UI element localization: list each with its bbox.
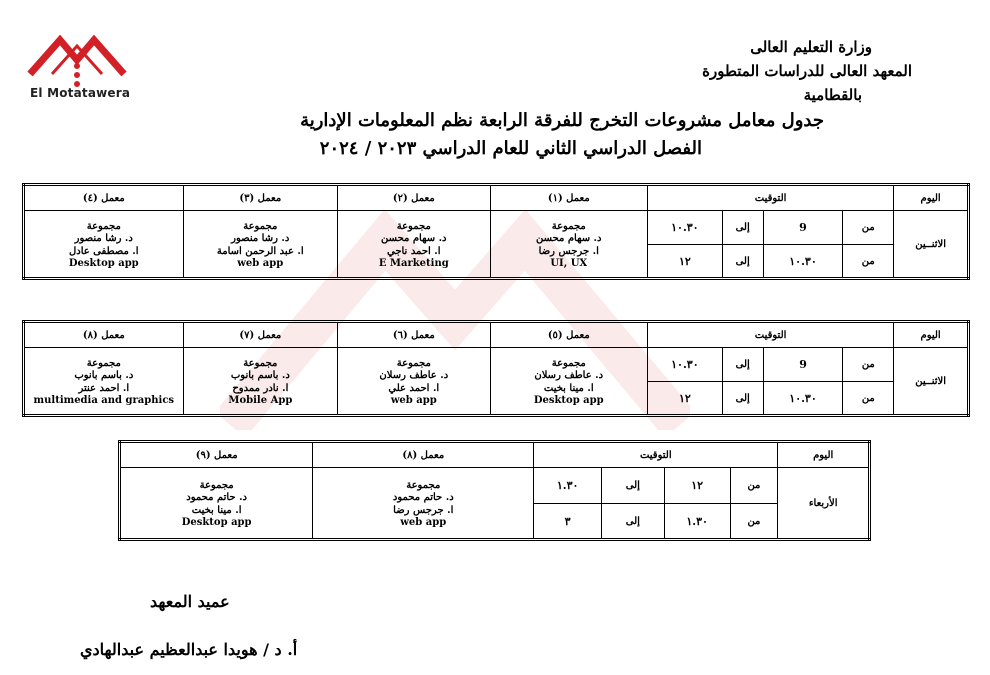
doctor-name: د. باسم بانوب — [74, 370, 134, 381]
table-row — [24, 211, 969, 245]
day-cell: الاثنــين — [894, 348, 969, 416]
time-from: ١٠.٣٠ — [763, 382, 843, 416]
group-label: مجموعة — [396, 357, 431, 369]
time-from: ١٢ — [664, 468, 730, 504]
lab-header: معمل (٥) — [490, 322, 647, 348]
from-label: من — [730, 468, 778, 504]
doctor-name: د. سهام محسن — [536, 233, 602, 244]
schedule-table-2 — [22, 320, 970, 417]
to-label: إلى — [722, 348, 763, 382]
project-type: web app — [237, 258, 284, 269]
dean-name: أ. د / هويدا عبدالعظيم عبدالهادي — [80, 640, 298, 659]
lab-header: معمل (٤) — [24, 185, 184, 211]
assistant-name: ا. مينا بخيت — [191, 504, 242, 516]
assistant-name: ا. نادر ممدوح — [232, 382, 289, 394]
lab-cell — [338, 348, 490, 416]
to-label: إلى — [722, 245, 763, 279]
doctor-name: د. باسم بانوب — [230, 370, 290, 381]
lab-header: معمل (٨) — [24, 322, 184, 348]
day-cell: الاثنــين — [894, 211, 969, 279]
group-label: مجموعة — [406, 479, 441, 491]
ministry-name: وزارة التعليم العالى — [750, 38, 872, 56]
lab-cell — [24, 211, 184, 279]
lab-cell — [183, 348, 337, 416]
time-to: ٣ — [534, 504, 602, 540]
to-label: إلى — [722, 211, 763, 245]
schedule-table-1 — [22, 183, 970, 280]
day-header: اليوم — [894, 322, 969, 348]
time-to: ١٢ — [647, 245, 722, 279]
lab-cell — [337, 211, 490, 279]
time-to: ١.٣٠ — [534, 468, 602, 504]
doctor-name: د. رشا منصور — [74, 233, 133, 244]
doctor-name: د. عاطف رسلان — [379, 370, 449, 381]
to-label: إلى — [602, 468, 665, 504]
timing-header: التوقيت — [647, 322, 893, 348]
project-type: Mobile App — [228, 395, 293, 406]
assistant-name: ا. عبد الرحمن اسامة — [216, 245, 304, 257]
doctor-name: د. حاتم محمود — [186, 492, 248, 503]
time-from: 9 — [763, 348, 843, 382]
institute-location: بالقطامية — [803, 86, 862, 104]
assistant-name: ا. مينا بخيت — [543, 382, 594, 394]
time-from: 9 — [763, 211, 843, 245]
timing-header: التوقيت — [647, 185, 893, 211]
institute-name: المعهد العالى للدراسات المتطورة — [702, 62, 912, 80]
day-header: اليوم — [894, 185, 969, 211]
group-label: مجموعة — [551, 357, 586, 369]
logo-text: El Motatawera — [30, 86, 131, 100]
group-label: مجموعة — [396, 220, 431, 232]
lab-header: معمل (٧) — [183, 322, 337, 348]
lab-cell — [490, 211, 647, 279]
project-type: UI, UX — [550, 258, 588, 269]
lab-header: معمل (٢) — [337, 185, 490, 211]
project-type: web app — [400, 517, 447, 528]
table-header-row — [120, 442, 870, 468]
page-subtitle: الفصل الدراسي الثاني للعام الدراسي ٢٠٢٣ / ٢٠٢٤ — [319, 138, 702, 159]
assistant-name: ا. احمد ناجي — [386, 245, 441, 257]
day-header: اليوم — [778, 442, 870, 468]
project-type: Desktop app — [181, 517, 252, 528]
lab-header: معمل (١) — [490, 185, 647, 211]
lab-header: معمل (٩) — [120, 442, 313, 468]
assistant-name: ا. جرجس رضا — [393, 504, 454, 516]
lab-header: معمل (٨) — [313, 442, 534, 468]
group-label: مجموعة — [199, 479, 234, 491]
group-label: مجموعة — [86, 357, 121, 369]
group-label: مجموعة — [243, 357, 278, 369]
time-to: ١٢ — [647, 382, 722, 416]
assistant-name: ا. مصطفى عادل — [68, 245, 139, 257]
page-title: جدول معامل مشروعات التخرج للفرقة الرابعة نظم المعلومات الإدارية — [300, 110, 824, 131]
lab-header: معمل (٦) — [338, 322, 490, 348]
table-row — [120, 468, 870, 504]
assistant-name: ا. احمد علي — [388, 382, 440, 394]
to-label: إلى — [602, 504, 665, 540]
lab-header: معمل (٣) — [183, 185, 337, 211]
schedule-table-3 — [118, 440, 871, 541]
lab-cell — [120, 468, 313, 540]
dean-title: عميد المعهد — [150, 592, 230, 611]
lab-cell — [183, 211, 337, 279]
group-label: مجموعة — [551, 220, 586, 232]
table-row — [24, 348, 969, 382]
lab-cell — [313, 468, 534, 540]
lab-cell — [24, 348, 184, 416]
doctor-name: د. حاتم محمود — [392, 492, 454, 503]
doctor-name: د. سهام محسن — [381, 233, 447, 244]
from-label: من — [843, 245, 894, 279]
group-label: مجموعة — [86, 220, 121, 232]
from-label: من — [730, 504, 778, 540]
from-label: من — [843, 211, 894, 245]
timing-header: التوقيت — [534, 442, 778, 468]
project-type: E Marketing — [378, 258, 449, 269]
project-type: Desktop app — [68, 258, 139, 269]
table-header-row — [24, 322, 969, 348]
project-type: web app — [390, 395, 437, 406]
project-type: Desktop app — [533, 395, 604, 406]
from-label: من — [843, 348, 894, 382]
time-to: ١٠.٣٠ — [647, 211, 722, 245]
project-type: multimedia and graphics — [33, 395, 175, 406]
day-cell: الأربعاء — [778, 468, 870, 540]
assistant-name: ا. احمد عنتر — [78, 382, 130, 394]
to-label: إلى — [722, 382, 763, 416]
time-to: ١٠.٣٠ — [647, 348, 722, 382]
doctor-name: د. عاطف رسلان — [534, 370, 604, 381]
assistant-name: ا. جرجس رضا — [538, 245, 599, 257]
time-from: ١٠.٣٠ — [763, 245, 843, 279]
time-from: ١.٣٠ — [664, 504, 730, 540]
lab-cell — [490, 348, 647, 416]
from-label: من — [843, 382, 894, 416]
group-label: مجموعة — [243, 220, 278, 232]
doctor-name: د. رشا منصور — [231, 233, 290, 244]
table-header-row — [24, 185, 969, 211]
